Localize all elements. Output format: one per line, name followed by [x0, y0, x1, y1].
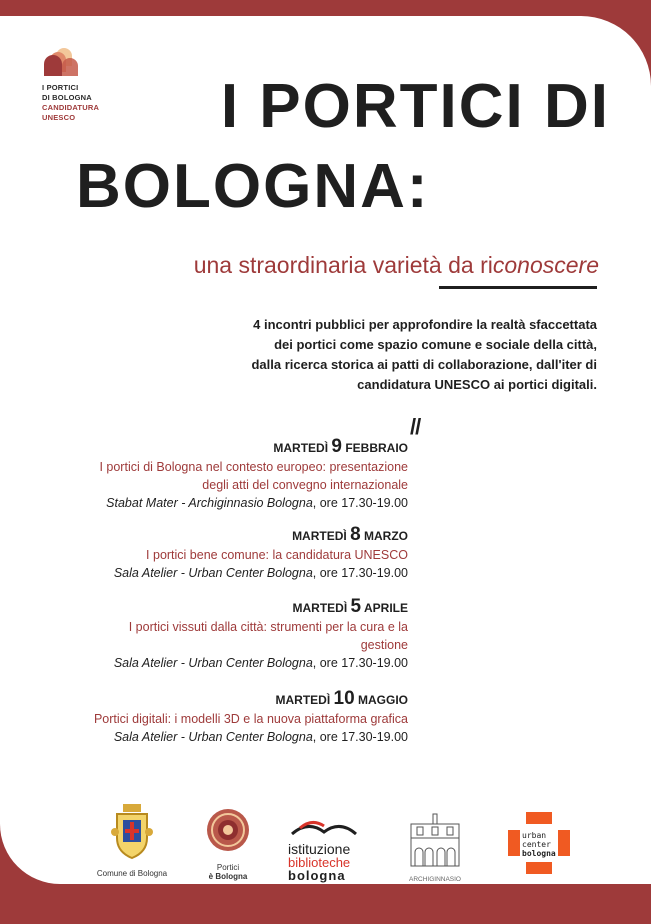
intro-line-1: 4 incontri pubblici per approfondire la realtà sfaccettata — [253, 317, 597, 332]
logo-line-2: DI BOLOGNA — [42, 93, 92, 102]
event-day-number: 8 — [350, 524, 361, 545]
portici-caption-1: Portici — [216, 863, 240, 872]
logo-line-3: CANDIDATURA — [42, 103, 100, 112]
event-topic: Portici digitali: i modelli 3D e la nuova piattaforma grafica — [93, 712, 408, 726]
open-book-icon — [288, 814, 360, 838]
event-topic-cont: degli atti del convegno internazionale — [202, 478, 408, 492]
urban-center-text — [522, 831, 558, 858]
event-date — [48, 596, 408, 618]
urban-line-2: center — [522, 840, 551, 849]
event-venue: Sala Atelier - Urban Center Bologna — [113, 566, 313, 580]
event-venue: Sala Atelier - Urban Center Bologna — [113, 730, 313, 744]
event-venue: Sala Atelier - Urban Center Bologna — [113, 656, 313, 670]
event-4 — [48, 688, 408, 746]
event-day-number: 10 — [333, 688, 355, 709]
event-month: MARZO — [364, 529, 408, 543]
archiginnasio-logo — [404, 812, 466, 884]
intro-line-3: dalla ricerca storica ai patti di collaborazione, dall'iter di — [251, 357, 597, 372]
urban-line-3: bologna — [522, 849, 556, 858]
event-3 — [48, 596, 408, 672]
event-topic: I portici bene comune: la candidatura UNESCO — [146, 548, 408, 562]
event-date — [48, 688, 408, 710]
event-place — [48, 564, 408, 582]
event-topic: I portici di Bologna nel contesto europeo: presentazione — [99, 460, 408, 474]
event-day-number: 5 — [350, 596, 362, 617]
event-time: , ore 17.30-19.00 — [312, 496, 408, 510]
subtitle-italic: conoscere — [492, 252, 599, 278]
intro-line-4: candidatura UNESCO ai portici digitali. — [357, 377, 597, 392]
partner-logos — [0, 802, 651, 884]
event-topic-cont: gestione — [360, 638, 408, 652]
event-month: MAGGIO — [358, 693, 408, 707]
portici-e-bologna-logo — [198, 808, 258, 881]
event-place — [48, 494, 408, 512]
archiginnasio-building-icon — [407, 812, 463, 870]
logo-line-4: UNESCO — [42, 113, 76, 122]
event-day: MARTEDÌ — [273, 441, 329, 455]
event-date — [48, 436, 408, 458]
event-day: MARTEDÌ — [275, 693, 331, 707]
event-place — [48, 654, 408, 672]
title-divider — [439, 286, 597, 289]
event-month: APRILE — [363, 601, 408, 615]
title-line-1: I PORTICI DI — [220, 72, 610, 141]
ist-line-2: biblioteche — [288, 855, 351, 870]
event-time: , ore 17.30-19.00 — [312, 730, 408, 744]
page-title — [0, 72, 610, 222]
archi-caption: ARCHIGINNASIO — [408, 876, 461, 883]
title-line-2: BOLOGNA: — [76, 152, 430, 221]
urban-line-1: urban — [522, 831, 547, 840]
separator-slashes: // — [410, 414, 421, 439]
event-day-number: 9 — [331, 436, 342, 457]
event-1 — [48, 436, 408, 512]
event-place — [48, 728, 408, 746]
coat-of-arms-icon — [109, 802, 155, 862]
ist-line-3: bologna — [288, 868, 346, 883]
event-date — [48, 524, 408, 546]
portici-caption-2: è Bologna — [208, 872, 248, 881]
rosette-icon — [206, 808, 250, 852]
urban-center-bologna-logo — [508, 812, 570, 874]
event-2 — [48, 524, 408, 582]
logo-line-1: I PORTICI — [42, 83, 79, 92]
event-month: FEBBRAIO — [345, 441, 408, 455]
istituzione-biblioteche-logo — [288, 814, 370, 882]
event-time: , ore 17.30-19.00 — [312, 656, 408, 670]
comune-caption: Comune di Bologna — [96, 869, 168, 878]
intro-text — [137, 315, 597, 395]
poster — [0, 16, 651, 884]
subtitle — [194, 252, 599, 279]
event-day: MARTEDÌ — [292, 529, 347, 543]
event-day: MARTEDÌ — [292, 601, 348, 615]
intro-line-2: dei portici come spazio comune e sociale della città, — [274, 337, 597, 352]
ist-line-1: istituzione — [288, 841, 351, 857]
event-time: , ore 17.30-19.00 — [312, 566, 408, 580]
comune-di-bologna-logo — [84, 802, 180, 878]
bottom-band — [0, 884, 651, 924]
event-topic: I portici vissuti dalla città: strumenti per la cura e la — [128, 620, 408, 634]
event-venue: Stabat Mater - Archiginnasio Bologna — [106, 496, 313, 510]
subtitle-text: una straordinaria varietà da ri — [193, 252, 493, 278]
